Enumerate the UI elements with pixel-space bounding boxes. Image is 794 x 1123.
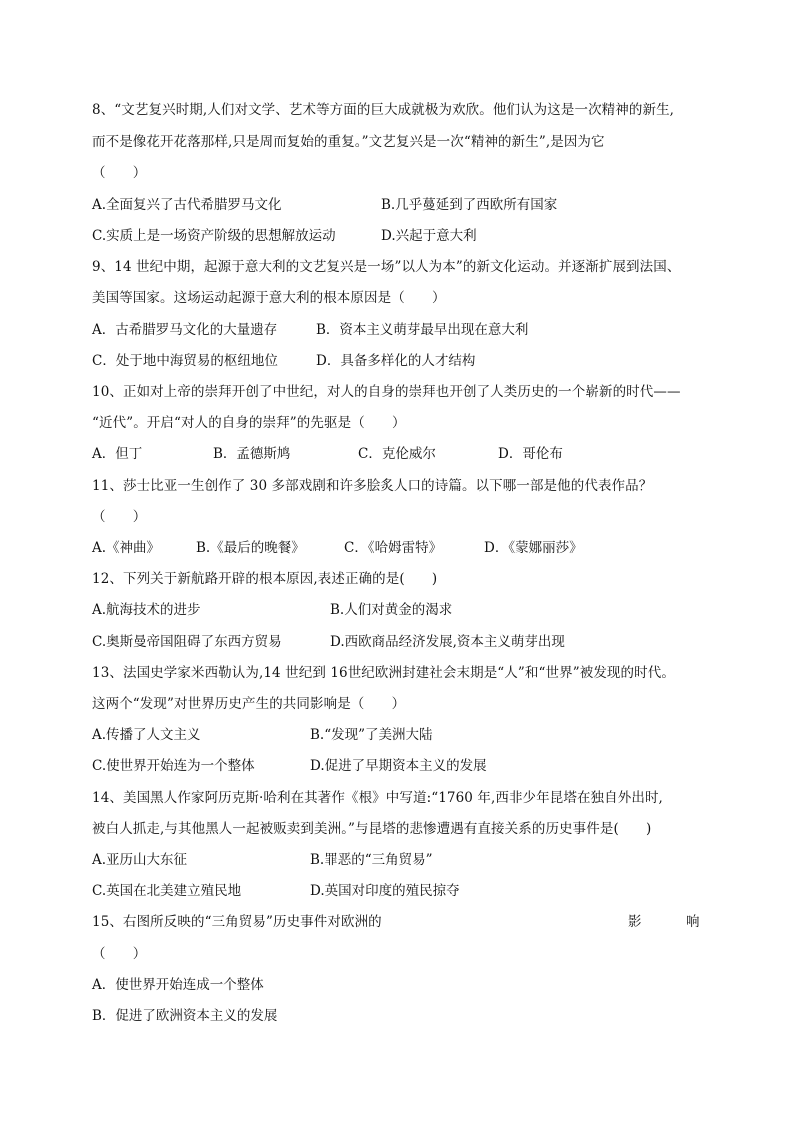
question-15-line-1: 15、右图所反映的“三角贸易”历史事件对欧洲的 [92, 914, 382, 930]
question-10-option-b: B．孟德斯鸠 [213, 446, 291, 462]
question-11-option-c: C．《哈姆雷特》 [344, 540, 443, 556]
question-10-option-d: D．哥伦布 [498, 446, 563, 462]
question-8-option-a: A.全面复兴了古代希腊罗马文化 [92, 197, 282, 213]
question-14-option-a: A.亚历山大东征 [92, 852, 188, 868]
question-13-line-2: 这两个“发现”对世界历史产生的共同影响是（ ） [92, 696, 406, 712]
question-10-line-1: 10、正如对上帝的崇拜开创了中世纪，对人的自身的崇拜也开创了人类历史的一个崭新的时代—— [92, 384, 681, 400]
question-11-option-a: A.《神曲》 [92, 540, 161, 556]
question-15-option-b: B．促进了欧洲资本主义的发展 [92, 1008, 278, 1024]
question-8-line-2: 而不是像花开花落那样,只是周而复始的重复。”文艺复兴是一次“精神的新生”,是因为它 [92, 134, 605, 150]
question-12-line-1: 12、下列关于新航路开辟的根本原因,表述正确的是( ) [92, 571, 438, 587]
question-15-answer-blank: （ ） [92, 946, 147, 962]
question-9-option-c: C．处于地中海贸易的枢纽地位 [92, 353, 278, 369]
question-13-option-d: D.促进了早期资本主义的发展 [310, 758, 487, 774]
question-13-option-a: A.传播了人文主义 [92, 727, 201, 743]
question-14-line-1: 14、美国黑人作家阿历克斯·哈利在其著作《根》中写道:“1760 年,西非少年昆塔在独自外出时, [92, 790, 663, 806]
question-8-answer-blank: （ ） [92, 165, 147, 181]
question-8-line-1: 8、“文艺复兴时期,人们对文学、艺术等方面的巨大成就极为欢欣。他们认为这是一次精神的新生, [92, 102, 675, 118]
question-14-option-c: C.英国在北美建立殖民地 [92, 883, 242, 899]
question-13-line-1: 13、法国史学家米西勒认为,14 世纪到 16世纪欧洲封建社会末期是“人”和“世界”被发现的时代。 [92, 665, 675, 681]
question-9-option-b: B．资本主义萌芽最早出现在意大利 [316, 322, 529, 338]
question-12-option-d: D.西欧商品经济发展,资本主义萌芽出现 [330, 634, 565, 650]
question-11-line-1: 11、莎士比亚一生创作了 30 多部戏剧和许多脍炙人口的诗篇。以下哪一部是他的代表作品？ [92, 478, 653, 494]
question-11-option-d: D．《蒙娜丽莎》 [484, 540, 583, 556]
question-9-option-d: D．具备多样化的人才结构 [316, 353, 476, 369]
question-13-option-b: B.“发现”了美洲大陆 [310, 727, 433, 743]
question-10-line-2: “近代”。开启“对人的自身的崇拜”的先驱是（ ） [92, 415, 406, 431]
question-10-option-c: C．克伦威尔 [358, 446, 436, 462]
question-9-line-1: 9、14 世纪中期，起源于意大利的文艺复兴是一场”以人为本”的新文化运动。并逐渐扩展到法国、 [92, 259, 681, 275]
question-14-option-d: D.英国对印度的殖民掠夺 [310, 883, 460, 899]
question-12-option-c: C.奥斯曼帝国阻碍了东西方贸易 [92, 634, 282, 650]
question-10-option-a: A．但丁 [92, 446, 143, 462]
question-8-option-c: C.实质上是一场资产阶级的思想解放运动 [92, 228, 336, 244]
question-12-option-b: B.人们对黄金的渴求 [330, 602, 453, 618]
question-14-line-2: 被白人抓走,与其他黑人一起被贩卖到美洲。”与昆塔的悲惨遭遇有直接关系的历史事件是( ) [92, 821, 652, 837]
question-11-option-b: B.《最后的晚餐》 [196, 540, 305, 556]
question-15-line-1-tail-b: 响 [686, 914, 700, 930]
question-8-option-b: B.几乎蔓延到了西欧所有国家 [381, 197, 558, 213]
question-12-option-a: A.航海技术的进步 [92, 602, 201, 618]
question-9-line-2: 美国等国家。这场运动起源于意大利的根本原因是（ ） [92, 290, 446, 306]
question-15-option-a: A．使世界开始连成一个整体 [92, 977, 264, 993]
question-8-option-d: D.兴起于意大利 [381, 228, 477, 244]
question-9-option-a: A．古希腊罗马文化的大量遗存 [92, 322, 278, 338]
question-11-answer-blank: （ ） [92, 509, 147, 525]
question-13-option-c: C.使世界开始连为一个整体 [92, 758, 255, 774]
question-14-option-b: B.罪恶的“三角贸易” [310, 852, 433, 868]
question-15-line-1-tail-a: 影 [628, 914, 642, 930]
